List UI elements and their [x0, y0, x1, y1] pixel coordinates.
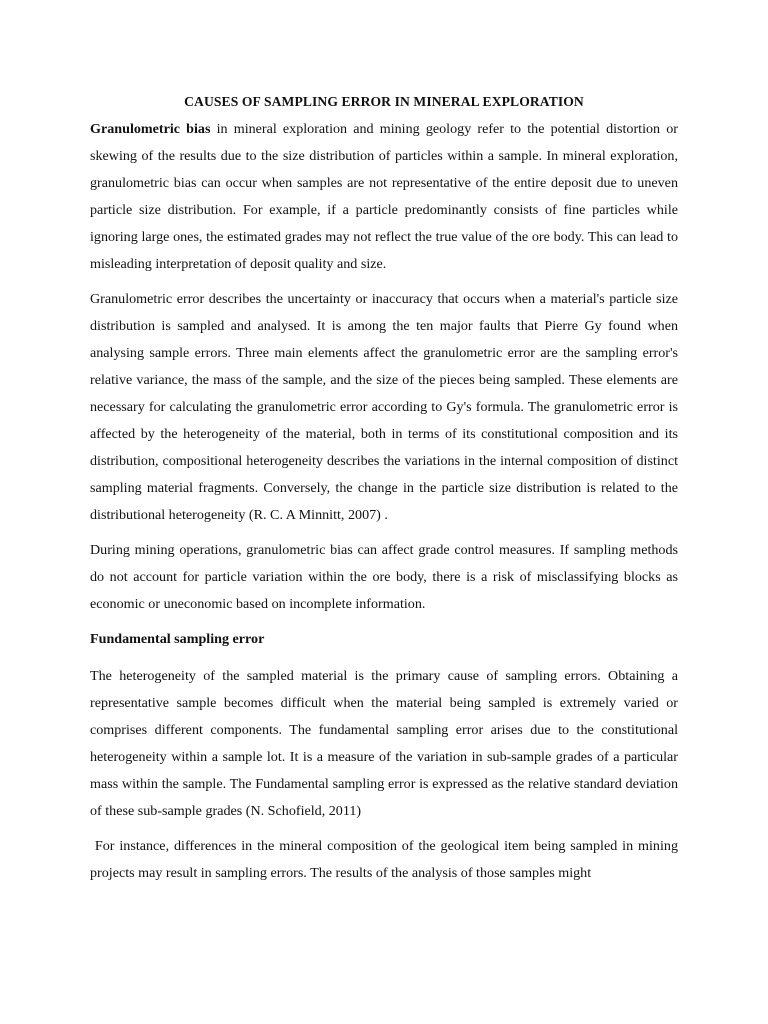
paragraph-granulometric-bias — [90, 116, 678, 278]
granulometric-bias-lead: Granulometric bias — [90, 121, 211, 137]
paragraph-grade-control: During mining operations, granulometric bias can affect grade control measures. If sampling methods do not account for particle variation within the ore body, there is a risk of misclassifying blocks as economic or uneconomic based on incomplete information. — [90, 542, 678, 612]
section-heading-fundamental-sampling-error: Fundamental sampling error — [90, 631, 265, 647]
mineral-composition-text: For instance, differences in the mineral composition of the geological item being sampled in mining projects may result in sampling errors. The results of the analysis of those samples might — [90, 838, 678, 881]
document-page — [90, 92, 678, 895]
paragraph-heterogeneity: The heterogeneity of the sampled material is the primary cause of sampling errors. Obtaining a representative sample becomes difficult when the material being sampled is extremely varied or comprises different components. The fundamental sampling error arises due to the constitutional heterogeneity within a sample lot. It is a measure of the variation in sub-sample grades of a particular mass within the sample. The Fundamental sampling error is expressed as the relative standard deviation of these sub-sample grades (N. Schofield, 2011) — [90, 668, 678, 819]
document-title: CAUSES OF SAMPLING ERROR IN MINERAL EXPLORATION — [184, 94, 584, 109]
paragraph-mineral-composition — [90, 833, 678, 887]
paragraph-granulometric-error: Granulometric error describes the uncertainty or inaccuracy that occurs when a material's particle size distribution is sampled and analysed. It is among the ten major faults that Pierre Gy found when analysing sample errors. Three main elements affect the granulometric error are the sampling error's relative variance, the mass of the sample, and the size of the pieces being sampled. These elements are necessary for calculating the granulometric error according to Gy's formula. The granulometric error is affected by the heterogeneity of the material, both in terms of its constitutional composition and its distribution, compositional heterogeneity describes the variations in the internal composition of distinct sampling material fragments. Conversely, the change in the particle size distribution is related to the distributional heterogeneity (R. C. A Minnitt, 2007) . — [90, 291, 678, 523]
granulometric-bias-text: in mineral exploration and mining geology refer to the potential distortion or skewing of the results due to the size distribution of particles within a sample. In mineral exploration, granulometric bias can occur when samples are not representative of the entire deposit due to uneven particle size distribution. For example, if a particle predominantly consists of fine particles while ignoring large ones, the estimated grades may not reflect the true value of the ore body. This can lead to misleading interpretation of deposit quality and size. — [90, 121, 678, 272]
